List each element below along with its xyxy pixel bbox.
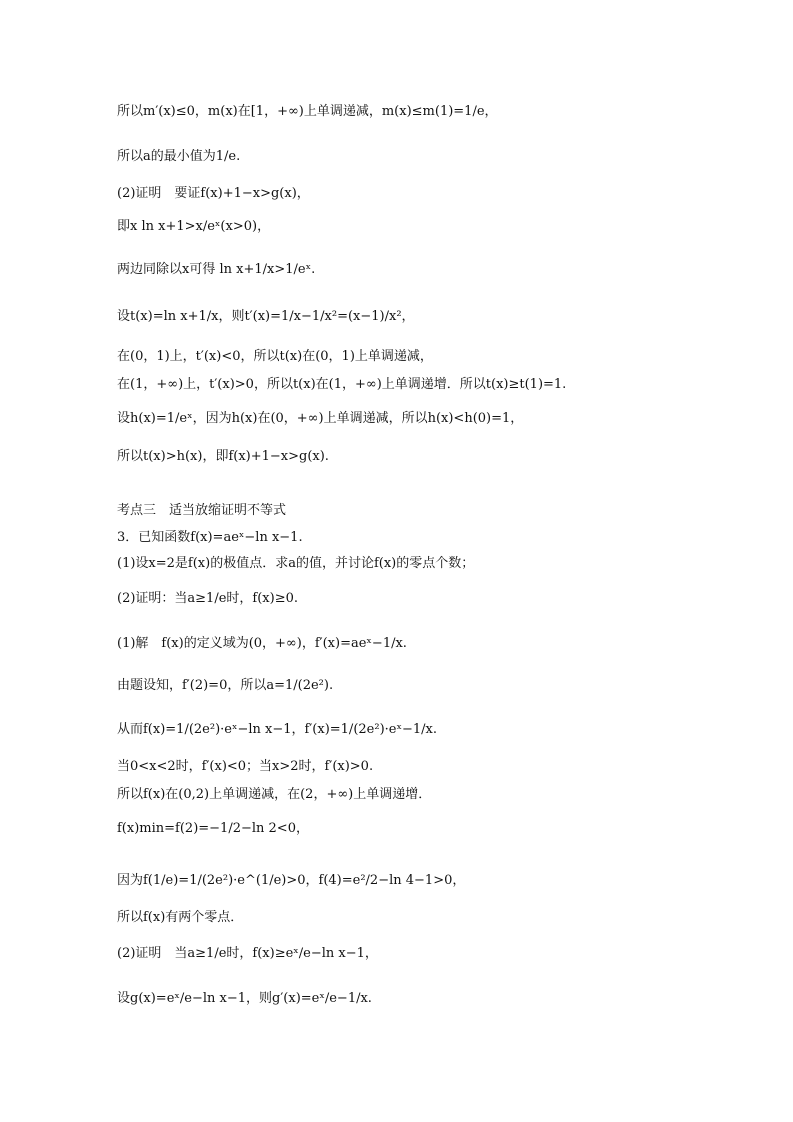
text-line: 所以f(x)有两个零点．	[117, 910, 244, 925]
text-line: (1)设x=2是f(x)的极值点．求a的值，并讨论f(x)的零点个数；	[117, 556, 475, 571]
text-line: 当0<x<2时，f′(x)<0；当x>2时，f′(x)>0.	[117, 759, 374, 774]
section-heading: 考点三 适当放缩证明不等式	[117, 503, 287, 518]
text-line: 设t(x)=ln x+1/x，则t′(x)=1/x−1/x²=(x−1)/x²，	[117, 309, 415, 324]
text-line: 从而f(x)=1/(2e²)·eˣ−ln x−1，f′(x)=1/(2e²)·eˣ−1/x.	[117, 722, 437, 737]
text-line: 由题设知，f′(2)=0，所以a=1/(2e²).	[117, 678, 334, 693]
text-line: 设h(x)=1/eˣ，因为h(x)在(0，+∞)上单调递减，所以h(x)<h(0)=1，	[117, 411, 524, 426]
text-line: 在(1，+∞)上，t′(x)>0，所以t(x)在(1，+∞)上单调递增．所以t(x)≥t(1)=1.	[117, 377, 567, 392]
text-line: 在(0，1)上，t′(x)<0，所以t(x)在(0，1)上单调递减，	[117, 349, 433, 364]
text-line: 因为f(1/e)=1/(2e²)·e^(1/e)>0，f(4)=e²/2−ln 4−1>0，	[117, 873, 466, 888]
text-line: 即x ln x+1>x/eˣ(x>0)，	[117, 219, 271, 234]
text-line: 两边同除以x可得 ln x+1/x>1/eˣ.	[117, 262, 316, 277]
text-line: 3．已知函数f(x)=aeˣ−ln x−1.	[117, 530, 303, 545]
text-line: (2)证明 当a≥1/e时，f(x)≥eˣ/e−ln x−1，	[117, 946, 378, 961]
text-line: 所以t(x)>h(x)，即f(x)+1−x>g(x).	[117, 449, 329, 464]
text-line: (1)解 f(x)的定义域为(0，+∞)，f′(x)=aeˣ−1/x.	[117, 636, 407, 651]
text-line: (2)证明 要证f(x)+1−x>g(x)，	[117, 186, 310, 201]
text-line: (2)证明：当a≥1/e时，f(x)≥0.	[117, 591, 298, 606]
text-line: 设g(x)=eˣ/e−ln x−1，则g′(x)=eˣ/e−1/x.	[117, 991, 372, 1006]
text-line: 所以m′(x)≤0，m(x)在[1，+∞)上单调递减，m(x)≤m(1)=1/e，	[117, 104, 498, 119]
text-line: 所以f(x)在(0,2)上单调递减，在(2，+∞)上单调递增．	[117, 787, 432, 802]
text-line: 所以a的最小值为1/e.	[117, 149, 241, 164]
text-line: f(x)min=f(2)=−1/2−ln 2<0，	[117, 821, 309, 836]
